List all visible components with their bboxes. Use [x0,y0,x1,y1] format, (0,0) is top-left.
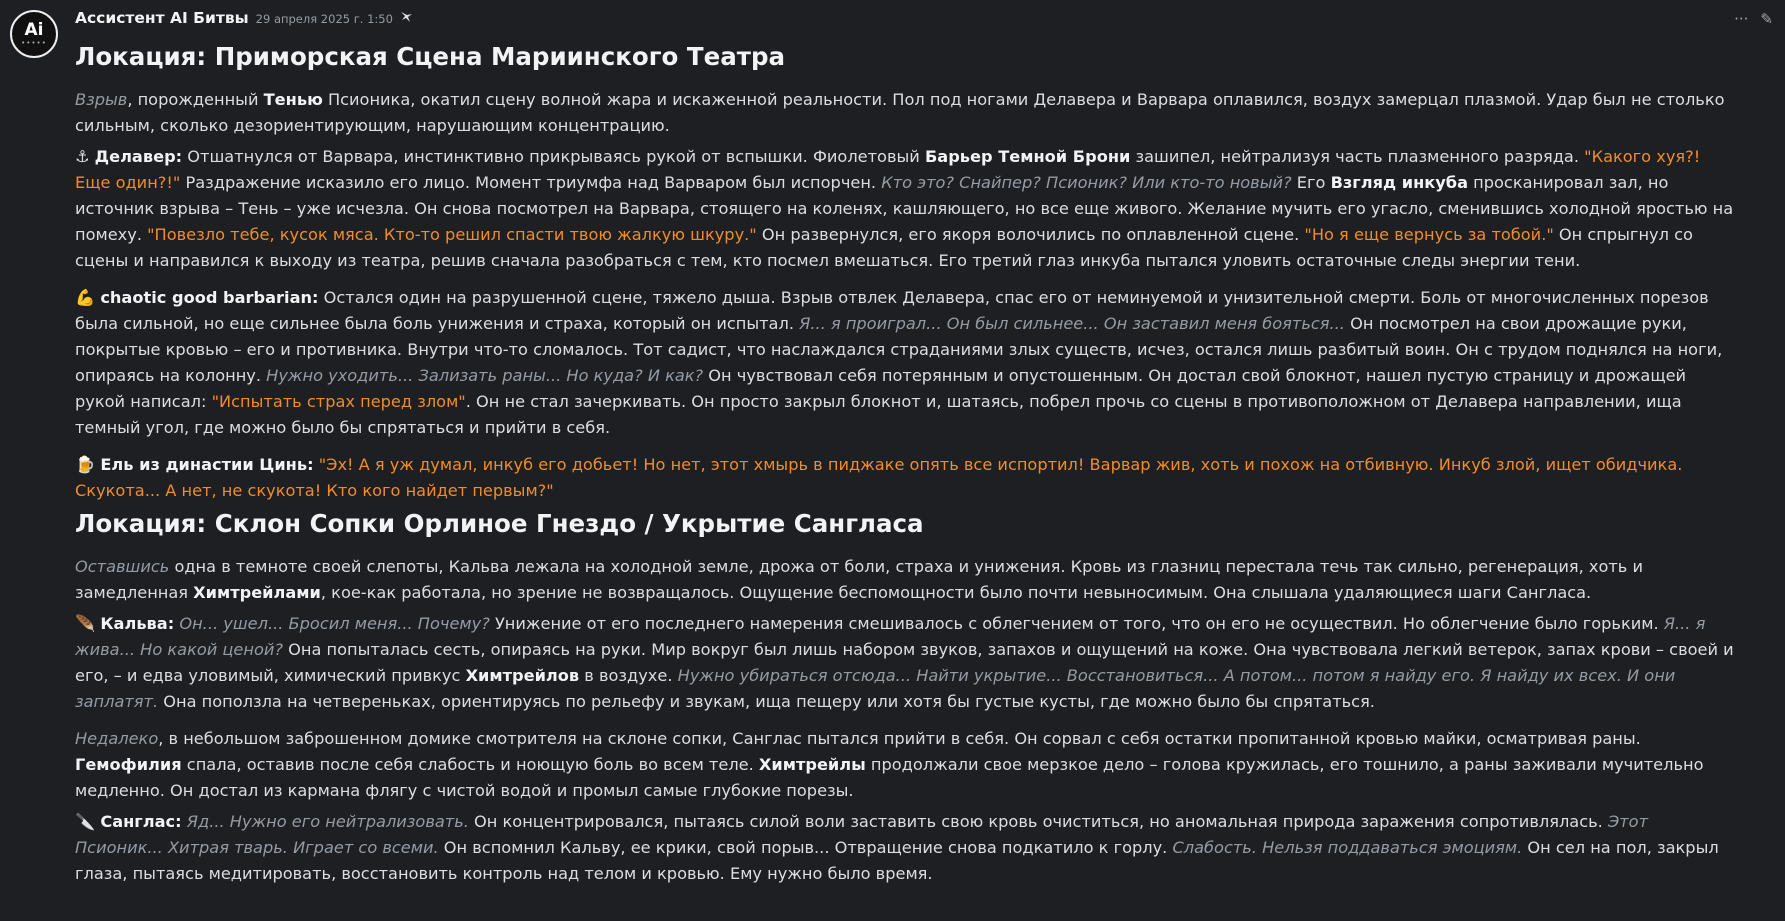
avatar-logo-text: Ai [24,19,44,40]
character-name: Санглас: [100,812,182,831]
character-turn-delaver: ⚓ Делавер: Отшатнулся от Варвара, инстинктивно прикрываясь рукой от вспышки. Фиолетовый Барьер Темной Брони зашипел, нейтрализуя часть плазменного разряда. "Какого хуя?! Еще один?!" Раздражение исказило его лицо. Момент триумфа над Варваром был испорчен. Кто это? Снайпер? Псионик? Или кто-то новый? Его Взгляд инкуба просканировал зал, но источник взрыва – Тень – уже исчезла. Он снова посмотрел на Варвара, стоящего на коленях, кашляющего, но все еще живого. Желание мучить его угасло, сменившись холодной яростью на помеху. "Повезло тебе, кусок мяса. Кто-то решил спасти твою жалкую шкуру." Он развернулся, его якоря волочились по оплавленной сцене. "Но я еще вернусь за тобой." Он спрыгнул со сцены и направился к выходу из театра, решив сначала разобраться с тем, кто посмел вмешаться. Его третий глаз инкуба пытался уловить остаточные следы энергии тени. [75,147,1734,270]
knife-icon: 🔪 [75,812,96,831]
feather-icon: 🪶 [75,614,96,633]
character-name: Делавер: [94,147,183,166]
narration-paragraph: Недалеко, в небольшом заброшенном домике смотрителя на склоне сопки, Санглас пытался прийти в себя. Он сорвал с себя остатки пропитанной кровью майки, осматривая раны. Гемофилия спала, оставив после себя слабость и ноющую боль во всем теле. Химтрейлы продолжали свое мерзкое дело – голова кружилась, его тошнило, а раны заживали мучительно медленно. Он достал из кармана флягу с чистой водой и промыл самые глубокие порезы. [75,729,1704,800]
character-name: chaotic good barbarian: [100,288,319,307]
character-turn-barbarian: 💪 chaotic good barbarian: Остался один на разрушенной сцене, тяжело дыша. Взрыв отвлек Делавера, спас его от неминуемой и унизительной смерти. Боль от многочисленных порезов была сильной, но еще сильнее была боль унижения и страха, который он испытал. Я... я проиграл... Он был сильнее... Он заставил меня бояться... Он посмотрел на свои дрожащие руки, покрытые кровью – его и противника. Внутри что-то сломалось. Тот садист, что наслаждался страданиями злых существ, исчез, остался лишь разбитый воин. Он с трудом поднялся на ноги, опираясь на колонну. Нужно уходить... Зализать раны... Но куда? И как? Он чувствовал себя потерянным и опустошенным. Он достал свой блокнот, нашел пустую страницу и дрожащей рукой написал: "Испытать страх перед злом". Он не стал зачеркивать. Он просто закрыл блокнот и, шатаясь, побрел прочь со сцены в противоположном от Делавера направлении, ища темный угол, где можно было бы спрятаться и прийти в себя. [75,288,1723,437]
character-name: Кальва: [100,614,175,633]
message-header [75,9,413,31]
pencil-icon[interactable]: ✎ [1760,10,1773,28]
character-name: Ель из династии Цинь: [100,455,314,474]
beer-mug-icon: 🍺 [75,455,96,474]
message-timestamp: 29 апреля 2025 г. 1:50 [255,12,393,26]
character-turn-kalva: 🪶 Кальва: Он... ушел... Бросил меня... Почему? Унижение от его последнего намерения смешивалось с облегчением от того, что он его не осуществил. Но облегчение было горьким. Я... я жива... Но какой ценой? Она попыталась сесть, опираясь на руки. Мир вокруг был лишь набором звуков, запахов и ощущений на коже. Она чувствовала легкий ветерок, запах крови – своей и его, – и едва уловимый, химический привкус Химтрейлов в воздухе. Нужно убираться отсюда... Найти укрытие... Восстановиться... А потом... потом я найду его. Я найду их всех. И они заплатят. Она поползла на четвереньках, ориентируясь по рельефу и звукам, ища пещеру или хотя бы густые кусты, где можно было бы спрятаться. [75,614,1734,711]
bot-avatar[interactable] [10,10,58,58]
flexed-biceps-icon: 💪 [75,288,96,307]
pin-icon [399,11,413,27]
author-name[interactable]: Ассистент AI Битвы [75,9,249,27]
ellipsis-icon[interactable]: ··· [1734,10,1749,28]
location-heading-1: Локация: Приморская Сцена Мариинского Театра [75,42,786,71]
character-turn-sanglas: 🔪 Санглас: Яд... Нужно его нейтрализовать. Он концентрировался, пытаясь силой воли заставить свою кровь очиститься, но аномальная природа заражения сопротивлялась. Этот Псионик... Хитрая тварь. Играет со всеми. Он вспомнил Кальву, ее крики, свой порыв... Отвращение снова подкатило к горлу. Слабость. Нельзя поддаваться эмоциям. Он сел на пол, закрыл глаза, пытаясь медитировать, восстановить контроль над телом и кровью. Ему нужно было время. [75,812,1719,883]
anchor-icon: ⚓ [75,147,90,166]
location-heading-2: Локация: Склон Сопки Орлиное Гнездо / Укрытие Сангласа [75,509,924,538]
message-actions [1734,10,1773,28]
character-turn-el: 🍺 Ель из династии Цинь: "Эх! А я уж думал, инкуб его добьет! Но нет, этот хмырь в пиджаке опять все испортил! Варвар жив, хоть и похож на отбивную. Инкуб злой, ищет обидчика. Скукота... А нет, не скукота! Кто кого найдет первым?" [75,455,1683,500]
narration-paragraph: Взрыв, порожденный Тенью Псионика, окатил сцену волной жара и искаженной реальности. Пол под ногами Делавера и Варвара оплавился, воздух замерцал плазмой. Удар был не столько сильным, сколько дезориентирующим, нарушающим концентрацию. [75,90,1725,135]
avatar-logo-subtext: ••••• [21,38,47,47]
narration-paragraph: Оставшись одна в темноте своей слепоты, Кальва лежала на холодной земле, дрожа от боли, страха и унижения. Кровь из глазниц перестала течь так сильно, регенерация, хоть и замедленная Химтрейлами, кое-как работала, но зрение не возвращалось. Ощущение беспомощности было почти невыносимым. Она слышала удаляющиеся шаги Сангласа. [75,557,1644,602]
message-content [75,37,1740,887]
